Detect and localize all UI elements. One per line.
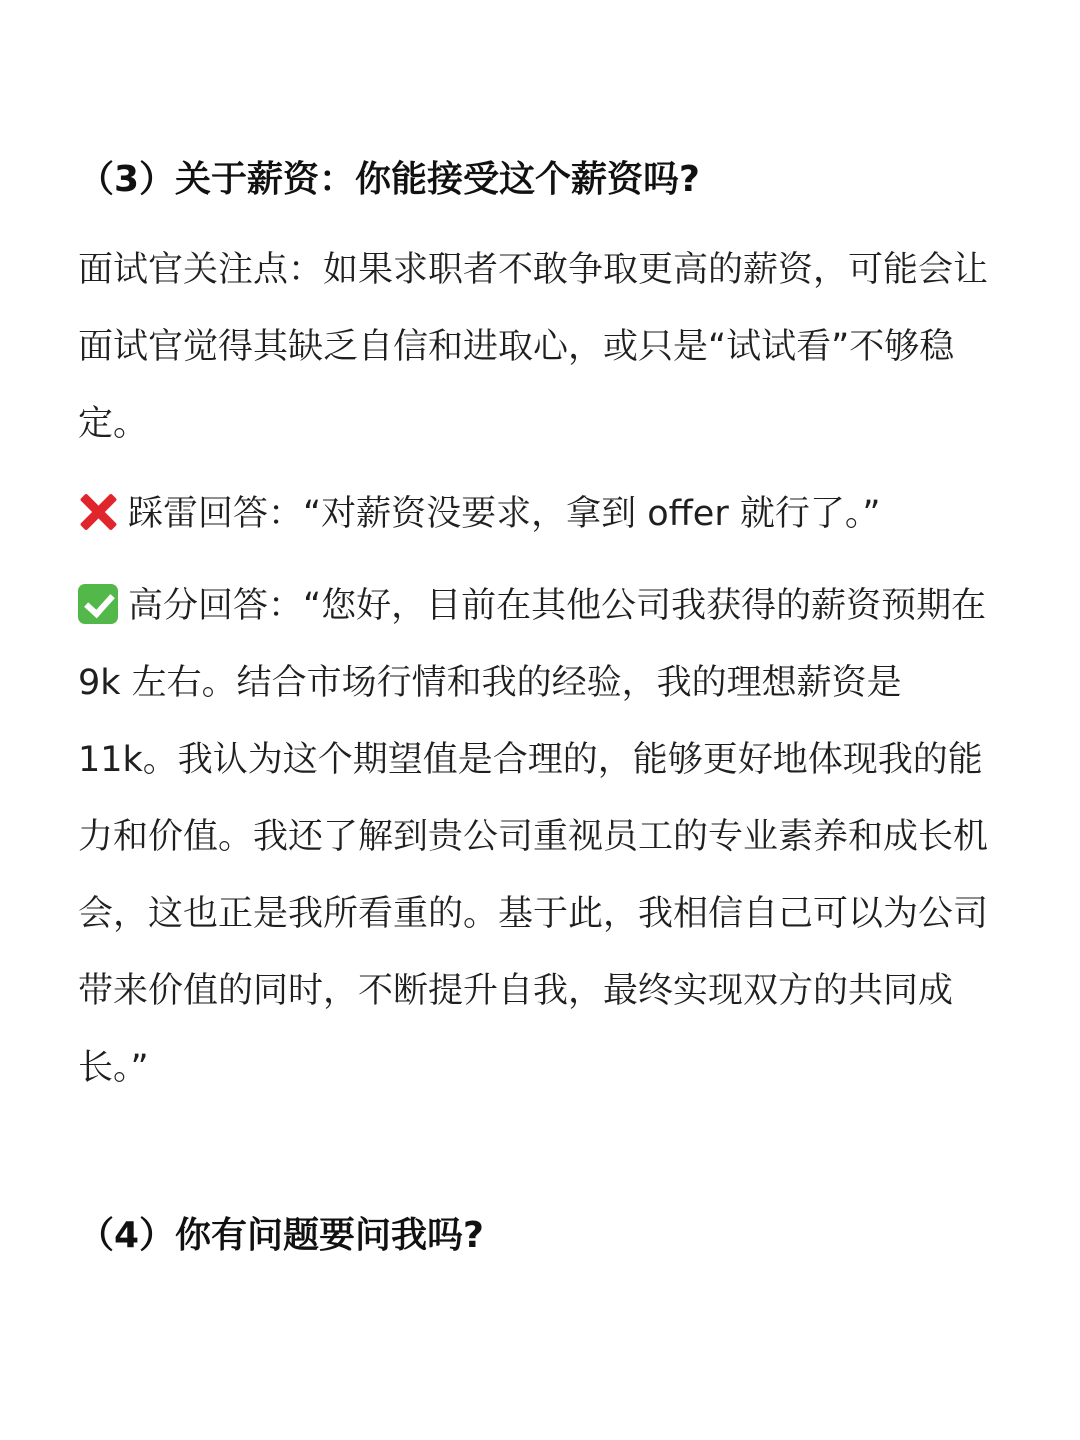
good-answer-paragraph — [78, 568, 1002, 1107]
section-4-heading: （4）你有问题要问我吗? — [78, 1215, 484, 1256]
article-page — [78, 0, 1002, 1440]
section-3-heading: （3）关于薪资：你能接受这个薪资吗? — [78, 159, 700, 200]
bad-answer-text: 踩雷回答：“对薪资没要求，拿到 offer 就行了。” — [128, 494, 881, 534]
cross-mark-icon — [78, 492, 118, 532]
check-mark-icon — [78, 584, 118, 624]
bad-answer-paragraph — [78, 476, 1002, 553]
good-answer-text: 高分回答：“您好，目前在其他公司我获得的薪资预期在 9k 左右。结合市场行情和我的经验，我的理想薪资是 11k。我认为这个期望值是合理的，能够更好地体现我的能力和价值。我还了解到贵公司重视员工的专业素养和成长机会，这也正是我所看重的。基于此，我相信自己可以为公司带来价值的同时，不断提升自我，最终实现双方的共同成长。” — [78, 586, 989, 1088]
interviewer-focus-paragraph: 面试官关注点：如果求职者不敢争取更高的薪资，可能会让面试官觉得其缺乏自信和进取心，或只是“试试看”不够稳定。 — [78, 250, 989, 444]
